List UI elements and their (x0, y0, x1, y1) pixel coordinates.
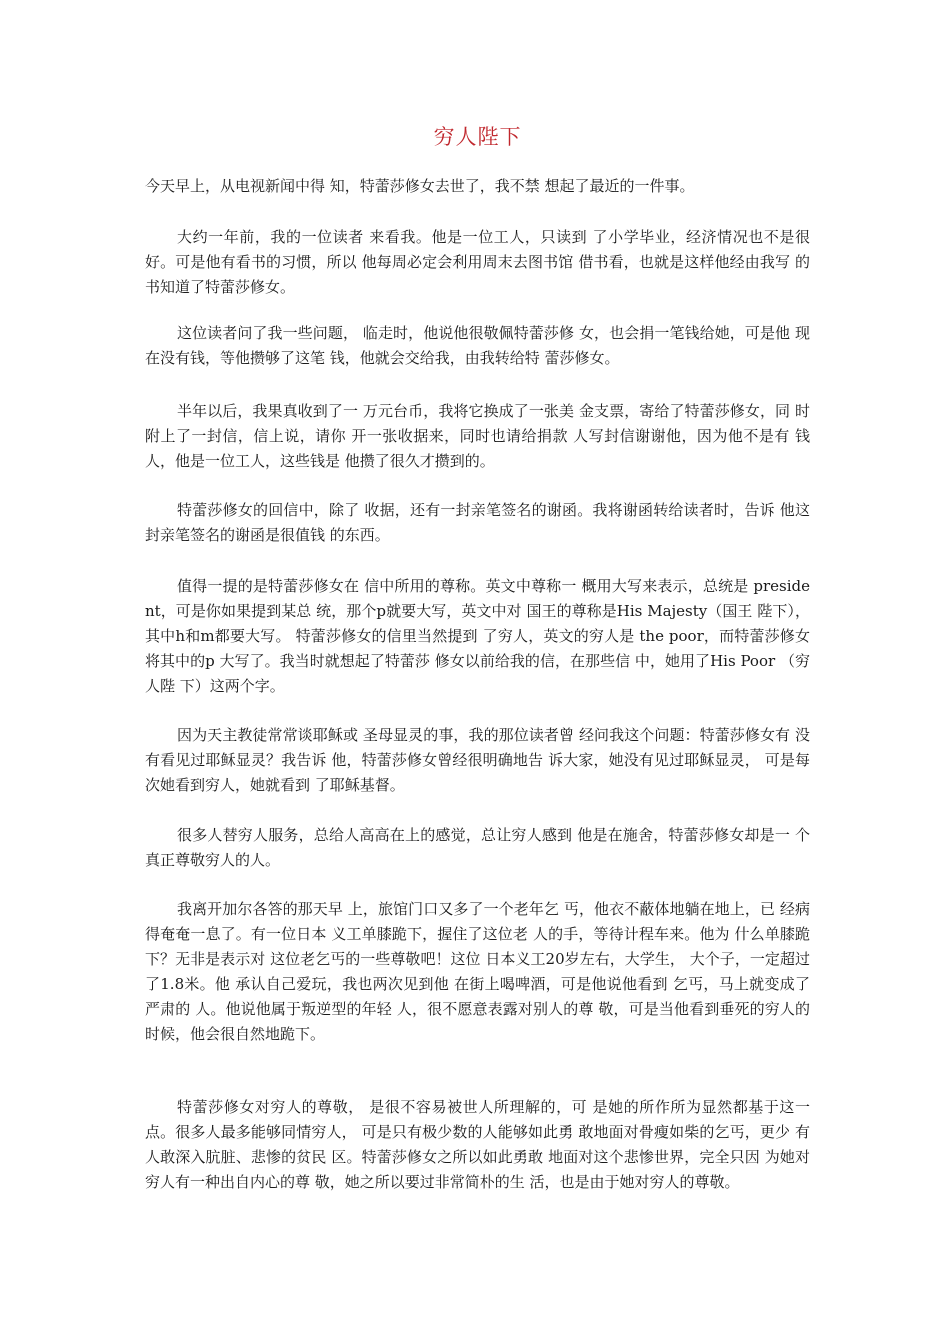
paragraph-8: 很多人替穷人服务，总给人高高在上的感觉，总让穷人感到 他是在施舍，特蕾莎修女却是一 个真正尊敬穷人的人。 (145, 826, 810, 869)
paragraph-1: 今天早上，从电视新闻中得 知，特蕾莎修女去世了，我不禁 想起了最近的一件事。 (145, 177, 695, 195)
paragraph-9: 我离开加尔各答的那天早 上，旅馆门口又多了一个老年乞 丐，他衣不蔽体地躺在地上，已 经病得奄奄一息了。有一位日本 义工单膝跪下，握住了这位老 人的手，等待计程车来。他为 什么单膝跪下？无非是表示对 这位老乞丐的一些尊敬吧！这位 日本义工20岁左右，大学生， 大个子，一定超过了1.8米。他 承认自己爱玩，我也两次见到他 在街上喝啤酒，可是他说他看到 乞丐，马上就变成了严肃的 人。他说他属于叛逆型的年轻 人，很不愿意表露对别人的尊 敬，可是当他看到垂死的穷人的 时候，他会很自然地跪下。 (145, 900, 810, 1043)
paragraph-3: 这位读者问了我一些问题， 临走时，他说他很敬佩特蕾莎修 女，也会捐一笔钱给她，可是他 现在没有钱，等他攒够了这笔 钱，他就会交给我，由我转给特 蕾莎修女。 (145, 324, 810, 367)
paragraph-6: 值得一提的是特蕾莎修女在 信中所用的尊称。英文中尊称一 概用大写来表示，总统是 president，可是你如果提到某总 统，那个p就要大写，英文中对 国王的尊称是His Majesty（国王 陛下），其中h和m都要大写。 特蕾莎修女的信里当然提到 了穷人，英文的穷人是 the poor，而特蕾莎修女将其中的p 大写了。我当时就想起了特蕾莎 修女以前给我的信，在那些信 中，她用了His Poor （穷人陛 下）这两个字。 (145, 577, 810, 695)
paragraph-4: 半年以后，我果真收到了一 万元台币，我将它换成了一张美 金支票，寄给了特蕾莎修女，同 时附上了一封信，信上说，请你 开一张收据来，同时也请给捐款 人写封信谢谢他，因为他不是有 钱人，他是一位工人，这些钱是 他攒了很久才攒到的。 (145, 402, 810, 470)
paragraph-5: 特蕾莎修女的回信中，除了 收据，还有一封亲笔签名的谢函。我将谢函转给读者时，告诉 他这封亲笔签名的谢函是很值钱 的东西。 (145, 501, 810, 544)
paragraph-7: 因为天主教徒常常谈耶稣或 圣母显灵的事，我的那位读者曾 经问我这个问题：特蕾莎修女有 没有看见过耶稣显灵？我告诉 他，特蕾莎修女曾经很明确地告 诉大家，她没有见过耶稣显灵， 可是每次她看到穷人，她就看到 了耶稣基督。 (145, 726, 810, 794)
paragraph-2: 大约一年前，我的一位读者 来看我。他是一位工人，只读到 了小学毕业，经济情况也不是很 好。可是他有看书的习惯，所以 他每周必定会利用周末去图书馆 借书看，也就是这样他经由我写 的书知道了特蕾莎修女。 (145, 228, 810, 296)
paragraph-10: 特蕾莎修女对穷人的尊敬， 是很不容易被世人所理解的，可 是她的所作所为显然都基于这一 点。很多人最多能够同情穷人， 可是只有极少数的人能够如此勇 敢地面对骨瘦如柴的乞丐，更少 有人敢深入肮脏、悲惨的贫民 区。特蕾莎修女之所以如此勇敢 地面对这个悲惨世界，完全只因 为她对穷人有一种出自内心的尊 敬，她之所以要过非常简朴的生 活，也是由于她对穷人的尊敬。 (145, 1098, 810, 1191)
document-title: 穷人陛下 (433, 125, 522, 149)
